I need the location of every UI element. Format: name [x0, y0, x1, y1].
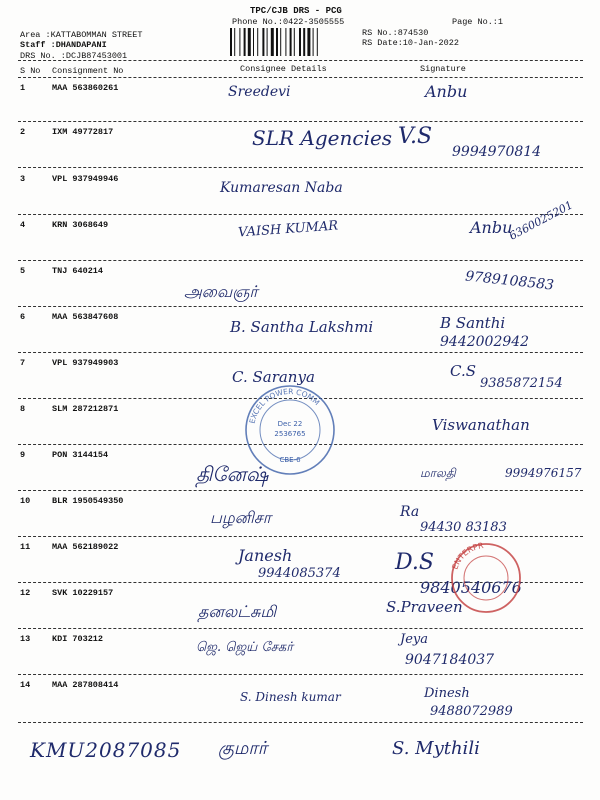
barcode-bar — [317, 28, 318, 56]
row-consignee-handwriting: S. Dinesh kumar — [240, 690, 341, 704]
row-consignment: VPL 937949903 — [52, 358, 119, 368]
row-consignee-handwriting: SLR Agencies — [252, 126, 393, 150]
stamp-text: ENTERPR — [450, 541, 485, 571]
row-consignee-handwriting: B. Santha Lakshmi — [230, 318, 374, 336]
row-sno: 1 — [20, 83, 26, 93]
extra-consignment-handwriting: KMU2087085 — [30, 738, 182, 762]
row-signature-phone: 9994970814 — [452, 144, 542, 160]
row-consignee-handwriting: Janesh — [238, 546, 293, 565]
row-consignment: KRN 3068649 — [52, 220, 109, 230]
phone-number: Phone No.:0422-3505555 — [232, 17, 345, 27]
row-divider — [18, 490, 583, 491]
row-consignee-handwriting: Kumaresan Naba — [220, 180, 343, 196]
barcode-bar — [248, 28, 251, 56]
row-signature: Jeya — [400, 632, 428, 647]
row-consignment: TNJ 640214 — [52, 266, 104, 276]
row-consignment: MAA 563860261 — [52, 83, 119, 93]
divider — [18, 60, 583, 61]
row-consignee-handwriting: தினேஷ் — [196, 462, 269, 486]
row-signature: C.S — [450, 362, 476, 380]
divider — [18, 77, 583, 78]
barcode-bar — [303, 28, 305, 56]
barcode-bar — [299, 28, 301, 56]
row-consignment: MAA 563847608 — [52, 312, 119, 322]
row-signature: Ra — [400, 504, 420, 520]
barcode-image — [230, 28, 352, 56]
row-signature-phone: 94430 83183 — [420, 520, 507, 535]
barcode-bar — [276, 28, 278, 56]
barcode-bar — [253, 28, 254, 56]
col-header-sno: S No — [20, 66, 41, 76]
stamp-date: Dec 22 — [277, 420, 303, 428]
row-signature: V.S — [398, 124, 433, 149]
extra-signature-handwriting: S. Mythili — [392, 738, 480, 759]
page-number: Page No.:1 — [452, 17, 504, 27]
row-signature-phone: 9488072989 — [430, 704, 513, 719]
col-header-signature: Signature — [420, 64, 466, 74]
row-sno: 10 — [20, 496, 31, 506]
row-sno: 9 — [20, 450, 26, 460]
row-divider — [18, 536, 583, 537]
extra-consignee-handwriting: குமார் — [218, 738, 268, 759]
row-sno: 11 — [20, 542, 31, 552]
row-signature-phone: 9047184037 — [405, 652, 495, 668]
enterprise-stamp — [448, 540, 524, 616]
row-signature-phone: 9994976157 — [505, 466, 582, 480]
row-signature: Anbu — [425, 82, 468, 101]
row-signature: S.Praveen — [386, 598, 463, 616]
row-divider — [18, 306, 583, 307]
rs-number: RS No.:874530 — [362, 28, 429, 38]
barcode-bar — [290, 28, 292, 56]
svg-text:EXCEL POWER COMM — [248, 387, 322, 425]
row-divider — [18, 628, 583, 629]
row-signature-phone: 9789108583 — [464, 268, 555, 294]
stamp-code: CBE-6 — [279, 456, 301, 464]
row-consignment: MAA 287808414 — [52, 680, 119, 690]
row-divider — [18, 260, 583, 261]
row-signature: மாலதி — [420, 466, 456, 480]
row-divider — [18, 167, 583, 168]
row-sno: 3 — [20, 174, 26, 184]
barcode-bar — [271, 28, 274, 56]
row-divider — [18, 722, 583, 723]
row-sno: 2 — [20, 127, 26, 137]
row-sno: 6 — [20, 312, 26, 322]
row-signature-phone: 6360025201 — [507, 198, 575, 243]
barcode-bar — [294, 28, 295, 56]
stamp-text: EXCEL POWER COMM — [247, 386, 322, 425]
staff-label: Staff :DHANDAPANI — [20, 40, 107, 50]
row-consignment: IXM 49772817 — [52, 127, 114, 137]
barcode-bar — [239, 28, 240, 56]
row-consignee-handwriting: பழனிசா — [210, 508, 272, 527]
row-divider — [18, 121, 583, 122]
row-signature-phone: 9385872154 — [480, 376, 563, 391]
row-consignment: BLR 1950549350 — [52, 496, 124, 506]
rs-date: RS Date:10-Jan-2022 — [362, 38, 459, 48]
row-sno: 8 — [20, 404, 26, 414]
barcode-bar — [234, 28, 235, 56]
row-sno: 5 — [20, 266, 26, 276]
stamp-number: 2536765 — [274, 430, 306, 438]
row-consignment: KDI 703212 — [52, 634, 104, 644]
row-consignment: MAA 562189022 — [52, 542, 119, 552]
excel-power-stamp — [242, 382, 338, 478]
col-header-consignment: Consignment No — [52, 66, 124, 76]
barcode-bar — [244, 28, 246, 56]
row-sno: 4 — [20, 220, 26, 230]
barcode-bar — [313, 28, 314, 56]
row-signature: Viswanathan — [432, 416, 530, 434]
area-label: Area :KATTABOMMAN STREET — [20, 30, 143, 40]
row-consignment: SVK 10229157 — [52, 588, 114, 598]
row-signature: D.S — [395, 550, 434, 575]
row-consignee-handwriting: Sreedevi — [228, 84, 291, 100]
row-signature-phone: 9840540676 — [420, 578, 522, 597]
barcode-bar — [267, 28, 268, 56]
barcode-bar — [285, 28, 286, 56]
drs-number: DRS No. :DCJB87453001 — [20, 51, 128, 61]
barcode-bar — [230, 28, 232, 56]
row-consignee-handwriting: அவைஞர் — [184, 282, 258, 301]
col-header-consignee: Consignee Details — [240, 64, 327, 74]
row-sno: 14 — [20, 680, 31, 690]
barcode-bar — [257, 28, 258, 56]
barcode-bar — [307, 28, 310, 56]
row-consignment: SLM 287212871 — [52, 404, 119, 414]
row-sno: 12 — [20, 588, 31, 598]
row-consignment: VPL 937949946 — [52, 174, 119, 184]
barcode-bar — [262, 28, 264, 56]
row-consignee-handwriting: ஜெ. ஜெய் சேகர் — [196, 640, 293, 655]
row-signature: B Santhi — [440, 314, 506, 332]
sheet-title: TPC/CJB DRS - PCG — [250, 6, 342, 16]
barcode-bar — [280, 28, 281, 56]
row-consignment: PON 3144154 — [52, 450, 109, 460]
row-signature: Anbu — [470, 218, 513, 237]
row-divider — [18, 214, 583, 215]
row-divider — [18, 352, 583, 353]
row-consignee-handwriting: VAISH KUMAR — [237, 218, 339, 241]
row-consignee-phone: 9944085374 — [258, 566, 341, 581]
row-consignee-handwriting: தனலட்சுமி — [198, 602, 277, 621]
row-consignee-handwriting: C. Saranya — [232, 368, 315, 386]
row-sno: 7 — [20, 358, 26, 368]
row-divider — [18, 674, 583, 675]
row-sno: 13 — [20, 634, 31, 644]
row-signature-phone: 9442002942 — [440, 334, 530, 350]
row-signature: Dinesh — [424, 686, 470, 701]
